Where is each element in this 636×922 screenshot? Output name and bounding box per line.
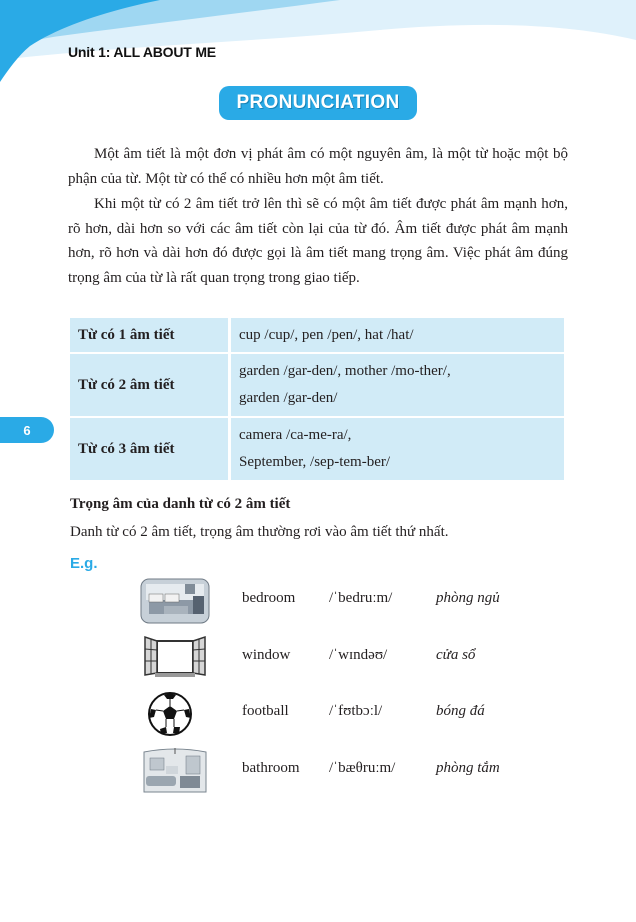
example-ipa: /ˈfʊtbɔːl/ [329,703,383,719]
bathroom-picture-icon [140,746,210,796]
table-row [70,318,564,352]
example-word: bathroom [242,760,300,776]
example-row [0,689,636,739]
table-row-label: Từ có 1 âm tiết [70,318,231,352]
section-badge [219,86,417,120]
example-meaning: phòng ngủ [436,590,500,606]
example-ipa: /ˈwɪndəʊ/ [329,647,388,663]
example-row [0,576,636,626]
window-picture-icon [140,633,210,683]
table-row-label: Từ có 3 âm tiết [70,418,231,480]
eg-label: E.g. [70,555,98,572]
example-ipa: /ˈbedruːm/ [329,590,393,606]
example-line: garden /gar-den/ [239,390,338,406]
bedroom-picture-icon [140,576,210,626]
football-picture-icon [140,689,210,739]
table-row [70,354,564,416]
syllable-table [70,316,564,482]
example-word: bedroom [242,590,296,606]
table-row-examples [231,418,564,480]
table-row-label: Từ có 2 âm tiết [70,354,231,416]
example-row [0,746,636,796]
example-meaning: bóng đá [436,703,485,719]
stress-rule: Danh từ có 2 âm tiết, trọng âm thường rơi vào âm tiết thứ nhất. [70,524,449,540]
table-row-examples [231,318,564,352]
example-ipa: /ˈbæθruːm/ [329,760,396,776]
stress-heading: Trọng âm của danh từ có 2 âm tiết [70,496,291,512]
unit-title: Unit 1: ALL ABOUT ME [68,44,216,60]
example-line: camera /ca-me-ra/, [239,427,352,443]
table-row [70,418,564,480]
section-badge-label: PRONUNCIATION [236,92,400,113]
example-meaning: phòng tắm [436,760,500,776]
example-line: garden /gar-den/, mother /mo-ther/, [239,363,451,379]
table-row-examples [231,354,564,416]
example-line: cup /cup/, pen /pen/, hat /hat/ [239,326,414,343]
intro-paragraph-2: Khi một từ có 2 âm tiết trở lên thì sẽ có một âm tiết được phát âm mạnh hơn, rõ hơn, dài hơn so với các âm tiết còn lại của từ đó. Âm tiết được phát âm mạnh hơn, rõ hơn và dài hơn đó được gọi là âm tiết mang trọng âm. Việc phát âm đúng trọng âm của từ là rất quan trọng trong giao tiếp. [68,196,568,286]
example-word: window [242,647,291,663]
example-meaning: cửa sổ [436,647,476,663]
example-line: September, /sep-tem-ber/ [239,454,391,470]
page-number-tab: 6 [0,417,54,443]
example-row [0,633,636,683]
example-word: football [242,703,289,719]
intro-paragraph-1: Một âm tiết là một đơn vị phát âm có một nguyên âm, là một từ hoặc một bộ phận của từ. Một từ có thể có nhiều hơn một âm tiết. [68,146,568,187]
